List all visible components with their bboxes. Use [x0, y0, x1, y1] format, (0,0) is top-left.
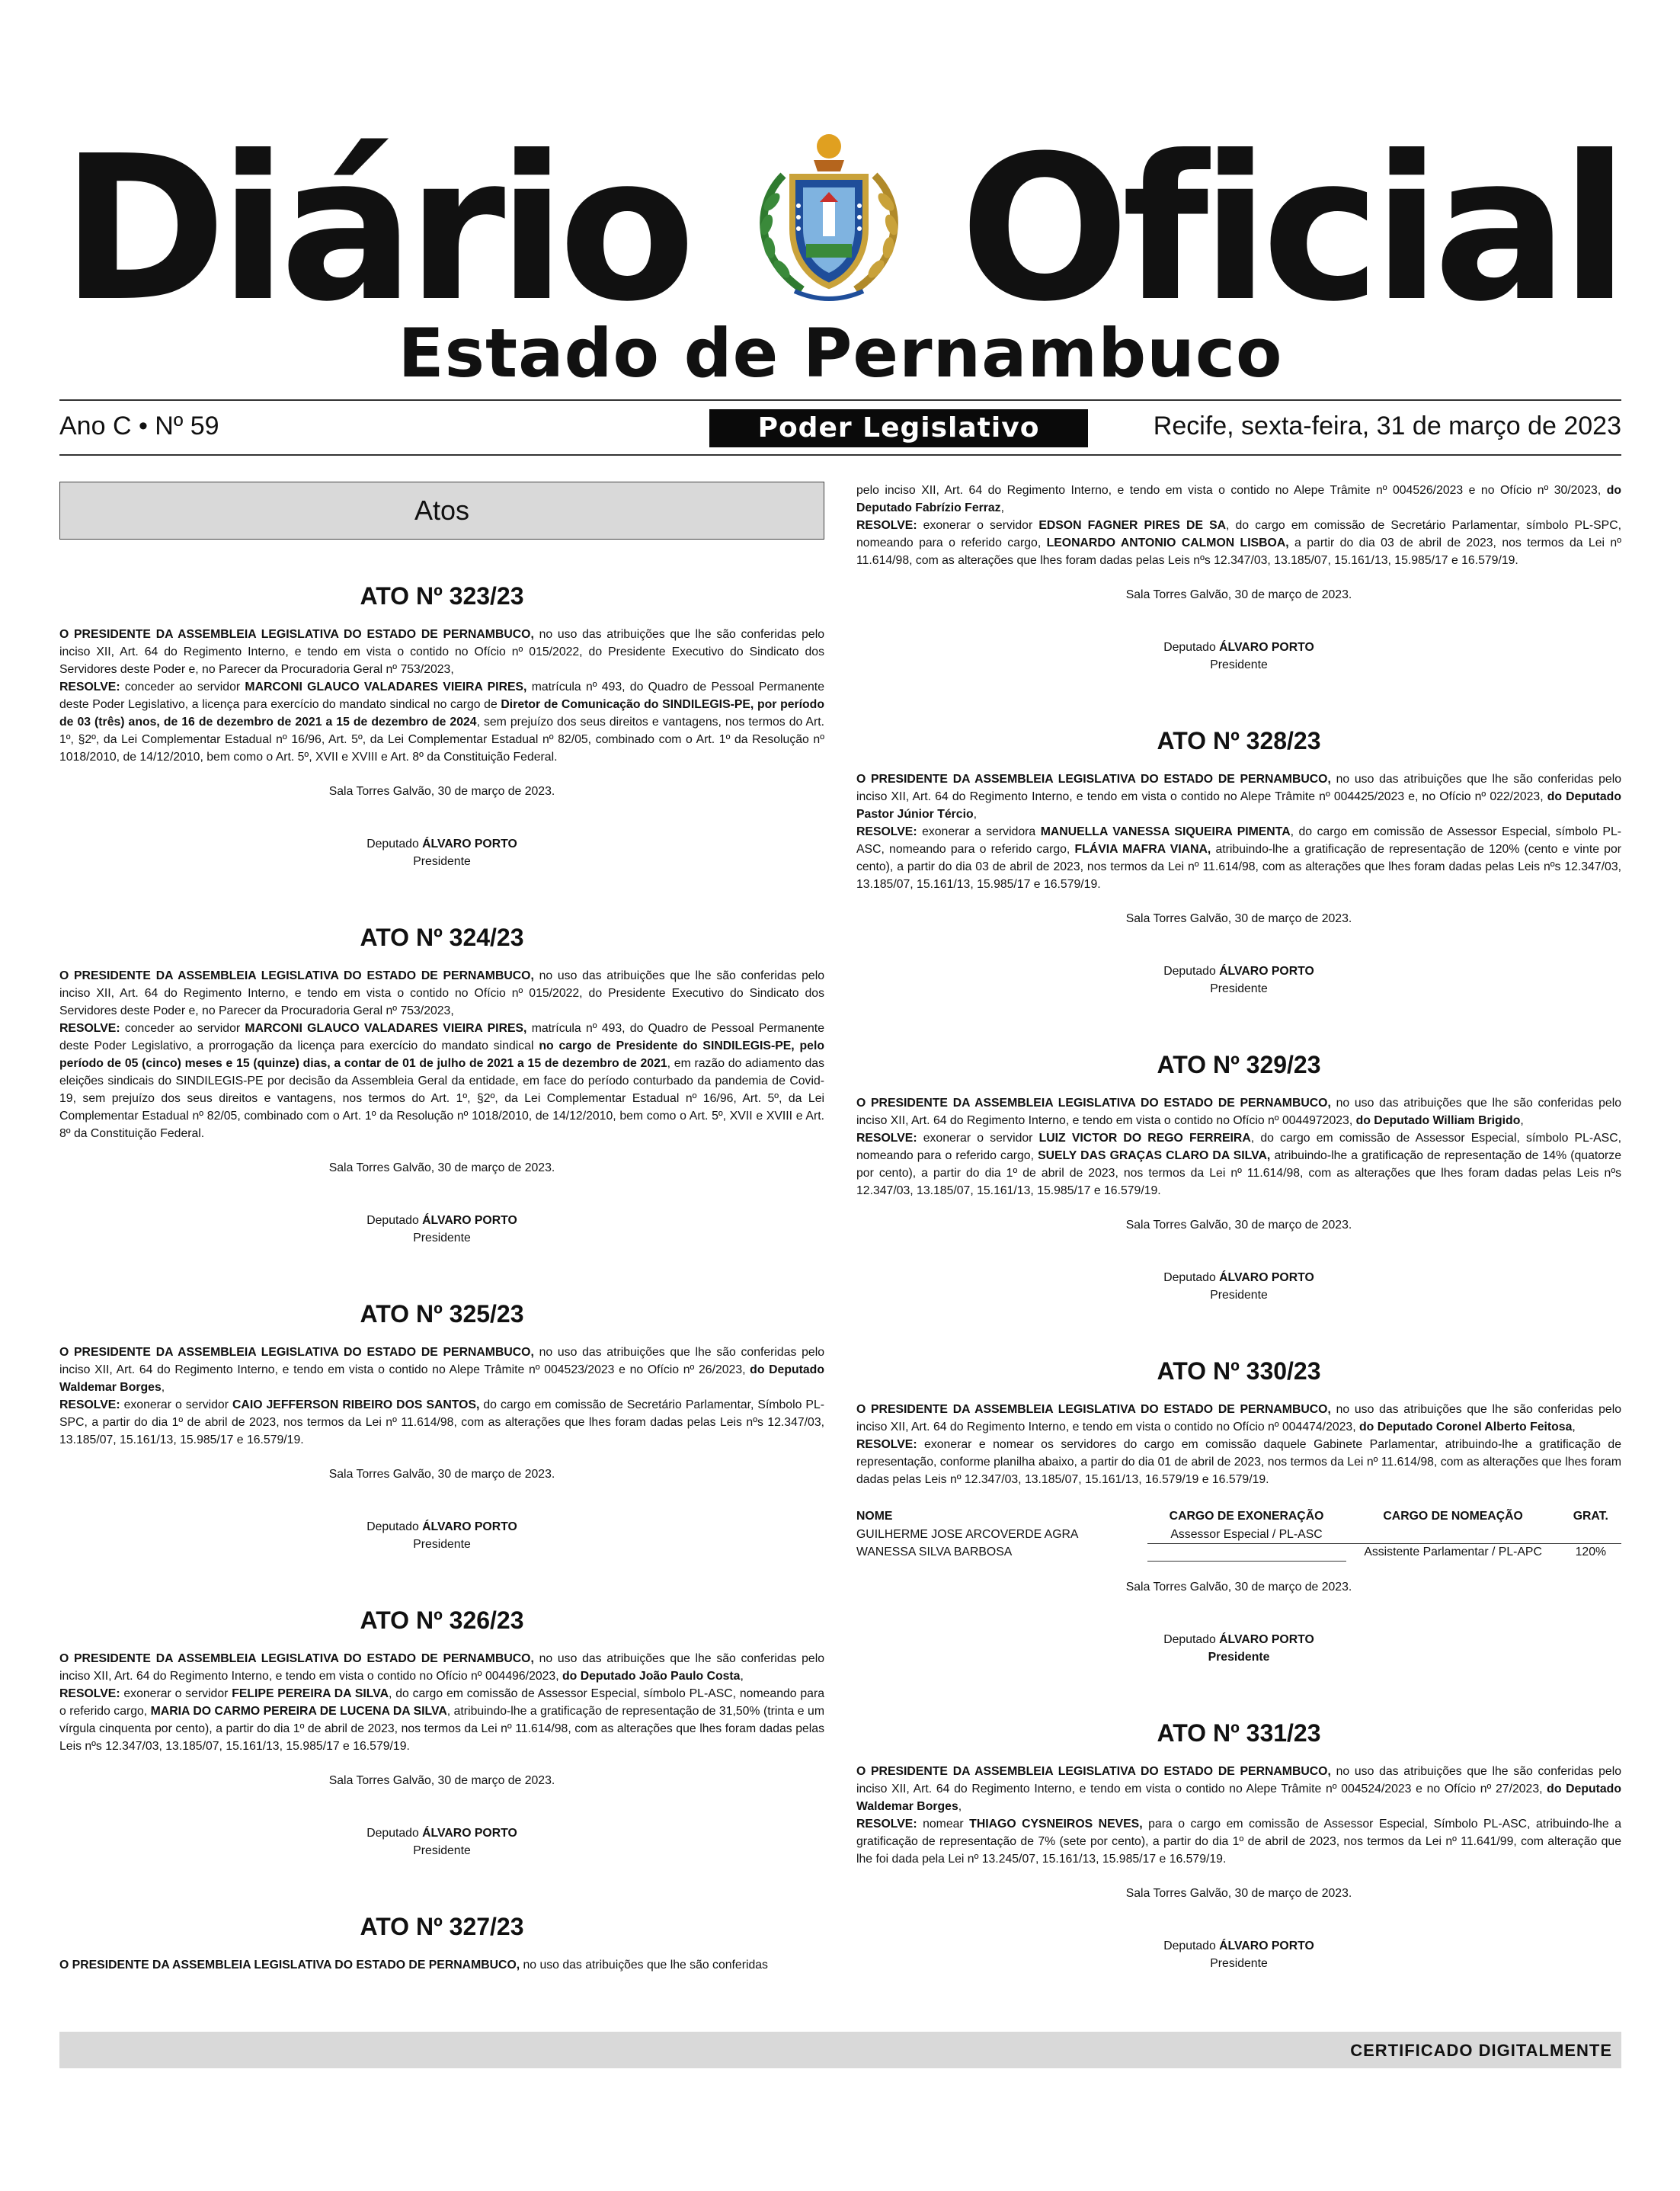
deputy-name: do Deputado Fabrízio Ferraz — [856, 484, 1621, 514]
right-column — [856, 482, 1621, 2026]
resolve-label: RESOLVE: — [856, 519, 917, 532]
ato-text: a partir do dia 03 de abril de 2023, nos termos da Lei nº 11.614/98, com as alterações que lhes foram dadas pelas Leis nºs 12.347/03, 13.185/07, 15.161/13, 15.985/17 e 16.579/19. — [856, 537, 1621, 567]
signer-prefix: Deputado — [1163, 1271, 1216, 1284]
ato-text: , — [1520, 1114, 1524, 1127]
ato-opener: O PRESIDENTE DA ASSEMBLEIA LEGISLATIVA DO ESTADO DE PERNAMBUCO, — [59, 1346, 534, 1359]
location-date: Sala Torres Galvão, 30 de março de 2023. — [1125, 912, 1352, 925]
resolve-label: RESOLVE: — [59, 681, 120, 693]
pernambuco-coat-of-arms-icon — [730, 130, 928, 309]
signer-name: ÁLVARO PORTO — [1219, 1271, 1314, 1284]
signature — [59, 835, 824, 870]
ato-text: , do cargo em comissão de Assessor Especial, símbolo PL-ASC, nomeando para o referido cargo, — [856, 1132, 1621, 1162]
deputy-name: do Deputado William Brigido — [1355, 1114, 1521, 1127]
ato-text: pelo inciso XII, Art. 64 do Regimento Interno, e tendo em vista o contido no Alepe Trâmite nº 004526/2023 e no Ofício nº 30/2023, — [856, 484, 1607, 497]
ato-body — [856, 1401, 1621, 1488]
ato-opener: O PRESIDENTE DA ASSEMBLEIA LEGISLATIVA DO ESTADO DE PERNAMBUCO, — [59, 628, 534, 641]
table-cell: GUILHERME JOSE ARCOVERDE AGRA — [856, 1528, 1079, 1541]
signer-name: ÁLVARO PORTO — [422, 1520, 517, 1533]
signer-role: Presidente — [1210, 658, 1268, 671]
person-name: FLÁVIA MAFRA VIANA, — [1074, 843, 1211, 856]
person-name: EDSON FAGNER PIRES DE SA — [1038, 519, 1227, 532]
masthead-rule — [59, 399, 1621, 401]
ato-title: ATO Nº 330/23 — [1157, 1357, 1321, 1385]
ato-text: exonerar a servidora — [917, 825, 1041, 838]
ato-text: , em razão do adiamento das eleições sindicais do SINDILEGIS-PE por decisão da Assembleia Geral da entidade, em face do período conturbado da pandemia de Covid-19, sem prejuízo dos seus direitos e vantagens, nos termos do Art. 1º, §2º, da Lei Complementar Estadual nº 16/96, Art. 5º, da Lei Complementar Estadual nº 82/05, combinado com o Art. 1º da Resolução nº 1018/2010, de 14/12/2010, bem como o Art. 5º, XVII e XVIII e Art. 8º da Constituição Federal. — [59, 1057, 824, 1140]
signature — [856, 963, 1621, 998]
signer-name: ÁLVARO PORTO — [1219, 1632, 1314, 1646]
ato-text: no uso das atribuições que lhe são conferidas — [520, 1959, 768, 1972]
location-date: Sala Torres Galvão, 30 de março de 2023. — [1125, 1580, 1352, 1594]
resolve-label: RESOLVE: — [856, 1438, 917, 1451]
ato-text: no uso das atribuições que lhe são conferidas pelo inciso XII, Art. 64 do Regimento Interno, e tendo em vista o contido no Ofício nº 004496/2023, — [59, 1652, 824, 1683]
edition-number: Ano C • Nº 59 — [59, 412, 219, 440]
deputy-name: do Deputado Coronel Alberto Feitosa — [1359, 1421, 1573, 1433]
ato-body — [59, 1956, 824, 1974]
person-name: MANUELLA VANESSA SIQUEIRA PIMENTA — [1040, 825, 1291, 838]
signer-role: Presidente — [413, 1538, 471, 1551]
ato-body — [59, 1344, 824, 1449]
signer-prefix: Deputado — [1163, 641, 1216, 654]
signer-name: ÁLVARO PORTO — [1219, 1939, 1314, 1952]
ato-text: matrícula nº 493, do Quadro de Pessoal Permanente deste Poder Legislativo, a prorrogação da licença para exercício do mandato sindical — [59, 1022, 824, 1052]
info-bar — [59, 404, 1621, 457]
masthead-title-left: Diário — [61, 113, 689, 345]
ato-text: conceder ao servidor — [120, 1022, 245, 1035]
masthead — [59, 114, 1621, 412]
ato-325 — [59, 1300, 824, 1553]
ato-text: no uso das atribuições que lhe são conferidas pelo inciso XII, Art. 64 do Regimento Interno, e tendo em vista o contido no Ofício nº 0044972023, — [856, 1097, 1621, 1127]
ato-title: ATO Nº 329/23 — [1157, 1051, 1321, 1078]
ato-331 — [856, 1719, 1621, 1972]
signer-prefix: Deputado — [1163, 965, 1216, 978]
table-header: CARGO DE EXONERAÇÃO — [1169, 1510, 1324, 1523]
ato-324 — [59, 924, 824, 1247]
resolve-label: RESOLVE: — [856, 1132, 917, 1145]
location-date: Sala Torres Galvão, 30 de março de 2023. — [328, 1468, 555, 1481]
table-cell — [1560, 1526, 1621, 1544]
deputy-name: do Deputado Pastor Júnior Tércio — [856, 790, 1621, 821]
section-badge: Poder Legislativo — [709, 409, 1088, 447]
person-name: MARCONI GLAUCO VALADARES VIEIRA PIRES, — [245, 1022, 527, 1035]
person-name: SUELY DAS GRAÇAS CLARO DA SILVA, — [1038, 1149, 1271, 1162]
ato-body — [856, 482, 1621, 569]
table-cell: WANESSA SILVA BARBOSA — [856, 1545, 1013, 1558]
masthead-subtitle: Estado de Pernambuco — [398, 314, 1283, 392]
person-name: LEONARDO ANTONIO CALMON LISBOA, — [1046, 537, 1289, 549]
location-date: Sala Torres Galvão, 30 de março de 2023. — [1125, 588, 1352, 601]
signer-role: Presidente — [413, 855, 471, 868]
signer-role: Presidente — [413, 1844, 471, 1857]
ato-title: ATO Nº 325/23 — [360, 1300, 524, 1328]
ato-opener: O PRESIDENTE DA ASSEMBLEIA LEGISLATIVA DO ESTADO DE PERNAMBUCO, — [59, 969, 534, 982]
signer-name: ÁLVARO PORTO — [1219, 965, 1314, 978]
ato-title: ATO Nº 328/23 — [1157, 727, 1321, 754]
person-name: FELIPE PEREIRA DA SILVA — [232, 1687, 389, 1700]
ato-opener: O PRESIDENTE DA ASSEMBLEIA LEGISLATIVA DO ESTADO DE PERNAMBUCO, — [856, 773, 1331, 786]
location-date: Sala Torres Galvão, 30 de março de 2023. — [1125, 1886, 1352, 1900]
location-date: Sala Torres Galvão, 30 de março de 2023. — [328, 1774, 555, 1787]
ato-title: ATO Nº 326/23 — [360, 1606, 524, 1634]
digital-certificate-label: CERTIFICADO DIGITALMENTE — [1350, 2041, 1612, 2060]
ato-opener: O PRESIDENTE DA ASSEMBLEIA LEGISLATIVA DO ESTADO DE PERNAMBUCO, — [856, 1403, 1331, 1416]
location-date: Sala Torres Galvão, 30 de março de 2023. — [1125, 1219, 1352, 1232]
table-cell: Assistente Parlamentar / PL-APC — [1364, 1546, 1542, 1558]
ato-text: no uso das atribuições que lhe são conferidas pelo inciso XII, Art. 64 do Regimento Interno, e tendo em vista o contido no Ofício nº 004474/2023, — [856, 1403, 1621, 1433]
person-name: MARCONI GLAUCO VALADARES VIEIRA PIRES, — [245, 681, 527, 693]
ato-323 — [59, 582, 824, 870]
person-name: THIAGO CYSNEIROS NEVES, — [969, 1817, 1143, 1831]
ato-330 — [856, 1357, 1621, 1666]
table-header-row — [856, 1510, 1621, 1526]
dateline: Recife, sexta-feira, 31 de março de 2023 — [1153, 412, 1621, 440]
ato-327-continued — [856, 482, 1621, 674]
ato-text: no uso das atribuições que lhe são conferidas pelo inciso XII, Art. 64 do Regimento Interno, e tendo em vista o contido no Ofício nº 015/2022, do Presidente Executivo do Sindicato dos Servidores deste Poder e, no Parecer da Procuradoria Geral nº 753/2023, — [59, 969, 824, 1017]
table-row — [856, 1544, 1621, 1562]
ato-text: do cargo em comissão de Secretário Parlamentar, Símbolo PL-SPC, a partir do dia 1º de abril de 2023, nos termos da Lei nº 11.614/98, com as alterações que lhes foram dadas pelas Leis nºs 12.347/03, 13.185/07, 15.161/13, 15.985/17 e 16.579/19. — [59, 1398, 824, 1446]
signer-role: Presidente — [1210, 1956, 1268, 1970]
signature — [59, 1518, 824, 1553]
section-heading: Atos — [59, 482, 824, 540]
deputy-name: do Deputado Waldemar Borges — [856, 1782, 1621, 1813]
ato-text: atribuindo-lhe a gratificação de representação de 120% (cento e vinte por cento), a partir do dia 03 de abril de 2023, nos termos da Lei nº 11.614/98, com as alterações que lhes foram dadas pelas Leis nºs 12.347/03, 13.185/07, 15.161/13, 15.985/17 e 16.579/19. — [856, 843, 1621, 891]
ato-title: ATO Nº 324/23 — [360, 924, 524, 951]
ato-body — [856, 1763, 1621, 1868]
ato-body — [59, 1650, 824, 1755]
ato-text: , — [740, 1670, 744, 1683]
signer-prefix: Deputado — [366, 1520, 419, 1533]
deputy-name: do Deputado Waldemar Borges — [59, 1363, 824, 1394]
signer-prefix: Deputado — [366, 1214, 419, 1227]
ato-emphasis: Diretor de Comunicação do SINDILEGIS-PE, por período de 03 (três) anos, de 16 de dezembro de 2021 a 15 de dezembro de 2024 — [59, 698, 824, 729]
resolve-label: RESOLVE: — [59, 1022, 120, 1035]
signature — [856, 639, 1621, 674]
ato-opener: O PRESIDENTE DA ASSEMBLEIA LEGISLATIVA DO ESTADO DE PERNAMBUCO, — [59, 1652, 534, 1665]
ato-body — [856, 1094, 1621, 1200]
ato-text: matrícula nº 493, do Quadro de Pessoal Permanente deste Poder Legislativo, a licença para exercício do mandato sindical no cargo de — [59, 681, 824, 711]
person-name: CAIO JEFFERSON RIBEIRO DOS SANTOS, — [232, 1398, 480, 1411]
signature — [59, 1824, 824, 1859]
signature — [856, 1937, 1621, 1972]
ato-327 — [59, 1913, 824, 1974]
signature — [856, 1269, 1621, 1304]
resolve-label: RESOLVE: — [59, 1398, 120, 1411]
ato-text: exonerar e nomear os servidores do cargo em comissão daquele Gabinete Parlamentar, atribuindo-lhe a gratificação de representação, conforme planilha abaixo, a partir do dia 01 de abril de 2023, nos termos da Lei nº 11.614/98, com as alterações que lhes foram dadas pelas Leis nº 12.347/03, 13.185/07, 15.161/13, 16.579/19 e 16.579/19. — [856, 1438, 1621, 1486]
signer-role: Presidente — [413, 1232, 471, 1244]
footer-bar — [59, 2032, 1621, 2068]
table-header: GRAT. — [1573, 1510, 1608, 1523]
ato-opener: O PRESIDENTE DA ASSEMBLEIA LEGISLATIVA DO ESTADO DE PERNAMBUCO, — [59, 1959, 520, 1972]
table-header: NOME — [856, 1510, 893, 1523]
signature — [59, 1212, 824, 1247]
resolve-label: RESOLVE: — [856, 825, 917, 838]
signer-prefix: Deputado — [366, 1827, 419, 1840]
ato-text: conceder ao servidor — [120, 681, 245, 693]
left-column — [59, 482, 824, 2027]
masthead-title-right: Oficial — [959, 113, 1621, 345]
resolve-label: RESOLVE: — [856, 1817, 917, 1831]
location-date: Sala Torres Galvão, 30 de março de 2023. — [328, 785, 555, 798]
ato-text: , — [161, 1381, 165, 1394]
ato-opener: O PRESIDENTE DA ASSEMBLEIA LEGISLATIVA DO ESTADO DE PERNAMBUCO, — [856, 1097, 1331, 1110]
ato-body — [59, 967, 824, 1142]
signer-name: ÁLVARO PORTO — [422, 838, 517, 850]
ato-text: , — [1572, 1421, 1576, 1433]
table-cell — [1147, 1544, 1346, 1562]
signer-role: Presidente — [1210, 1289, 1268, 1302]
infobar-rule — [59, 454, 1621, 456]
table-cell: 120% — [1575, 1546, 1607, 1558]
ato-opener: O PRESIDENTE DA ASSEMBLEIA LEGISLATIVA DO ESTADO DE PERNAMBUCO, — [856, 1764, 1331, 1778]
ato-title: ATO Nº 327/23 — [360, 1913, 524, 1940]
ato-text: , — [958, 1799, 962, 1813]
ato-text: , sem prejuízo dos seus direitos e vantagens, nos termos do Art. 1º, §2º, da Lei Complementar Estadual nº 16/96, Art. 5º, da Lei Complementar Estadual nº 82/05, combinado com o Art. 1º da Resolução nº 1018/2010, de 14/12/2010, bem como o Art. 5º, XVII e XVIII e Art. 8º da Constituição Federal. — [59, 716, 824, 764]
ato-text: , do cargo em comissão de Assessor Especial, símbolo PL-ASC, nomeando para o referido cargo, — [59, 1687, 824, 1718]
signer-role: Presidente — [1208, 1650, 1270, 1664]
ato-title: ATO Nº 323/23 — [360, 582, 524, 610]
ato-text: para o cargo em comissão de Assessor Especial, Símbolo PL-ASC, atribuindo-lhe a gratificação de representação de 7% (sete por cento), a partir do dia 1º de abril de 2023, nos termos da Lei nº 11.641/99, com alteração que lhe foi dada pela Lei nº 13.245/07, 15.161/13, 15.985/17 e 16.579/19. — [856, 1817, 1622, 1866]
ato-text: , — [1000, 501, 1004, 514]
signer-role: Presidente — [1210, 982, 1268, 995]
ato-text: exonerar o servidor — [917, 1132, 1039, 1145]
ato-text: , — [973, 808, 978, 821]
table-header: CARGO DE NOMEAÇÃO — [1383, 1510, 1523, 1523]
table-cell: Assessor Especial / PL-ASC — [1147, 1526, 1346, 1544]
signature — [856, 1631, 1621, 1666]
ato-text: no uso das atribuições que lhe são conferidas pelo inciso XII, Art. 64 do Regimento Interno, e tendo em vista o contido no Ofício nº 015/2022, do Presidente Executivo do Sindicato dos Servidores deste Poder e, no Parecer da Procuradoria Geral nº 753/2023, — [59, 628, 824, 676]
ato-text: , do cargo em comissão de Secretário Parlamentar, símbolo PL-SPC, nomeando para o referido cargo, — [856, 519, 1621, 549]
ato-328 — [856, 727, 1621, 998]
signer-name: ÁLVARO PORTO — [422, 1214, 517, 1227]
signer-prefix: Deputado — [366, 838, 419, 850]
ato-text: , do cargo em comissão de Assessor Especial, símbolo PL-ASC, nomeando para o referido cargo, — [856, 825, 1621, 856]
deputy-name: do Deputado João Paulo Costa — [562, 1670, 741, 1683]
table-row — [856, 1526, 1621, 1544]
ato-text: atribuindo-lhe a gratificação de representação de 14% (quatorze por cento), a partir do dia 1º de abril de 2023, nos termos da Lei nº 11.614/98, com as alterações que lhes foram dadas pelas Leis nºs 12.347/03, 13.185/07, 15.161/13, 15.985/17 e 16.579/19. — [856, 1149, 1621, 1197]
ato-text: , atribuindo-lhe a gratificação de representação de 31,50% (trinta e um vírgula cinquenta por cento), a partir do dia 1º de abril de 2023, nos termos da Lei nº 11.614/98, com as alterações que lhes foram dadas pelas Leis nºs 12.347/03, 13.185/07, 15.161/13, 15.985/17 e 16.579/19. — [59, 1705, 824, 1753]
ato-326 — [59, 1606, 824, 1859]
ato-emphasis: no cargo de Presidente do SINDILEGIS-PE, pelo período de 05 (cinco) meses e 15 (quinze) dias, a contar de 01 de julho de 2021 a 15 de dezembro de 2021 — [59, 1039, 824, 1070]
resolve-label: RESOLVE: — [59, 1687, 120, 1700]
person-name: MARIA DO CARMO PEREIRA DE LUCENA DA SILVA — [150, 1705, 447, 1718]
location-date: Sala Torres Galvão, 30 de março de 2023. — [328, 1161, 555, 1174]
ato-title: ATO Nº 331/23 — [1157, 1719, 1321, 1747]
ato-text: no uso das atribuições que lhe são conferidas pelo inciso XII, Art. 64 do Regimento Interno, e tendo em vista o contido no Alepe Trâmite nº 004524/2023 e no Ofício nº 27/2023, — [856, 1764, 1621, 1795]
ato-text: exonerar o servidor — [120, 1687, 232, 1700]
ato-text: exonerar o servidor — [917, 519, 1039, 532]
table-cell — [1346, 1526, 1560, 1544]
signer-name: ÁLVARO PORTO — [1219, 641, 1314, 654]
person-name: LUIZ VICTOR DO REGO FERREIRA — [1038, 1132, 1251, 1145]
ato-text: no uso das atribuições que lhe são conferidas pelo inciso XII, Art. 64 do Regimento Interno, e tendo em vista o contido no Alepe Trâmite nº 004523/2023 e no Ofício nº 26/2023, — [59, 1346, 824, 1376]
ato-text: no uso das atribuições que lhe são conferidas pelo inciso XII, Art. 64 do Regimento Interno, e tendo em vista o contido no Alepe Trâmite nº 004425/2023 e, no Ofício nº 022/2023, — [856, 773, 1621, 803]
signer-prefix: Deputado — [1163, 1632, 1216, 1646]
ato-329 — [856, 1051, 1621, 1304]
ato-body — [856, 770, 1621, 893]
ato-body — [59, 626, 824, 766]
signer-name: ÁLVARO PORTO — [422, 1827, 517, 1840]
ato-text: nomear — [917, 1817, 970, 1831]
ato-text: exonerar o servidor — [120, 1398, 232, 1411]
signer-prefix: Deputado — [1163, 1939, 1216, 1952]
grat-table — [856, 1510, 1621, 1562]
